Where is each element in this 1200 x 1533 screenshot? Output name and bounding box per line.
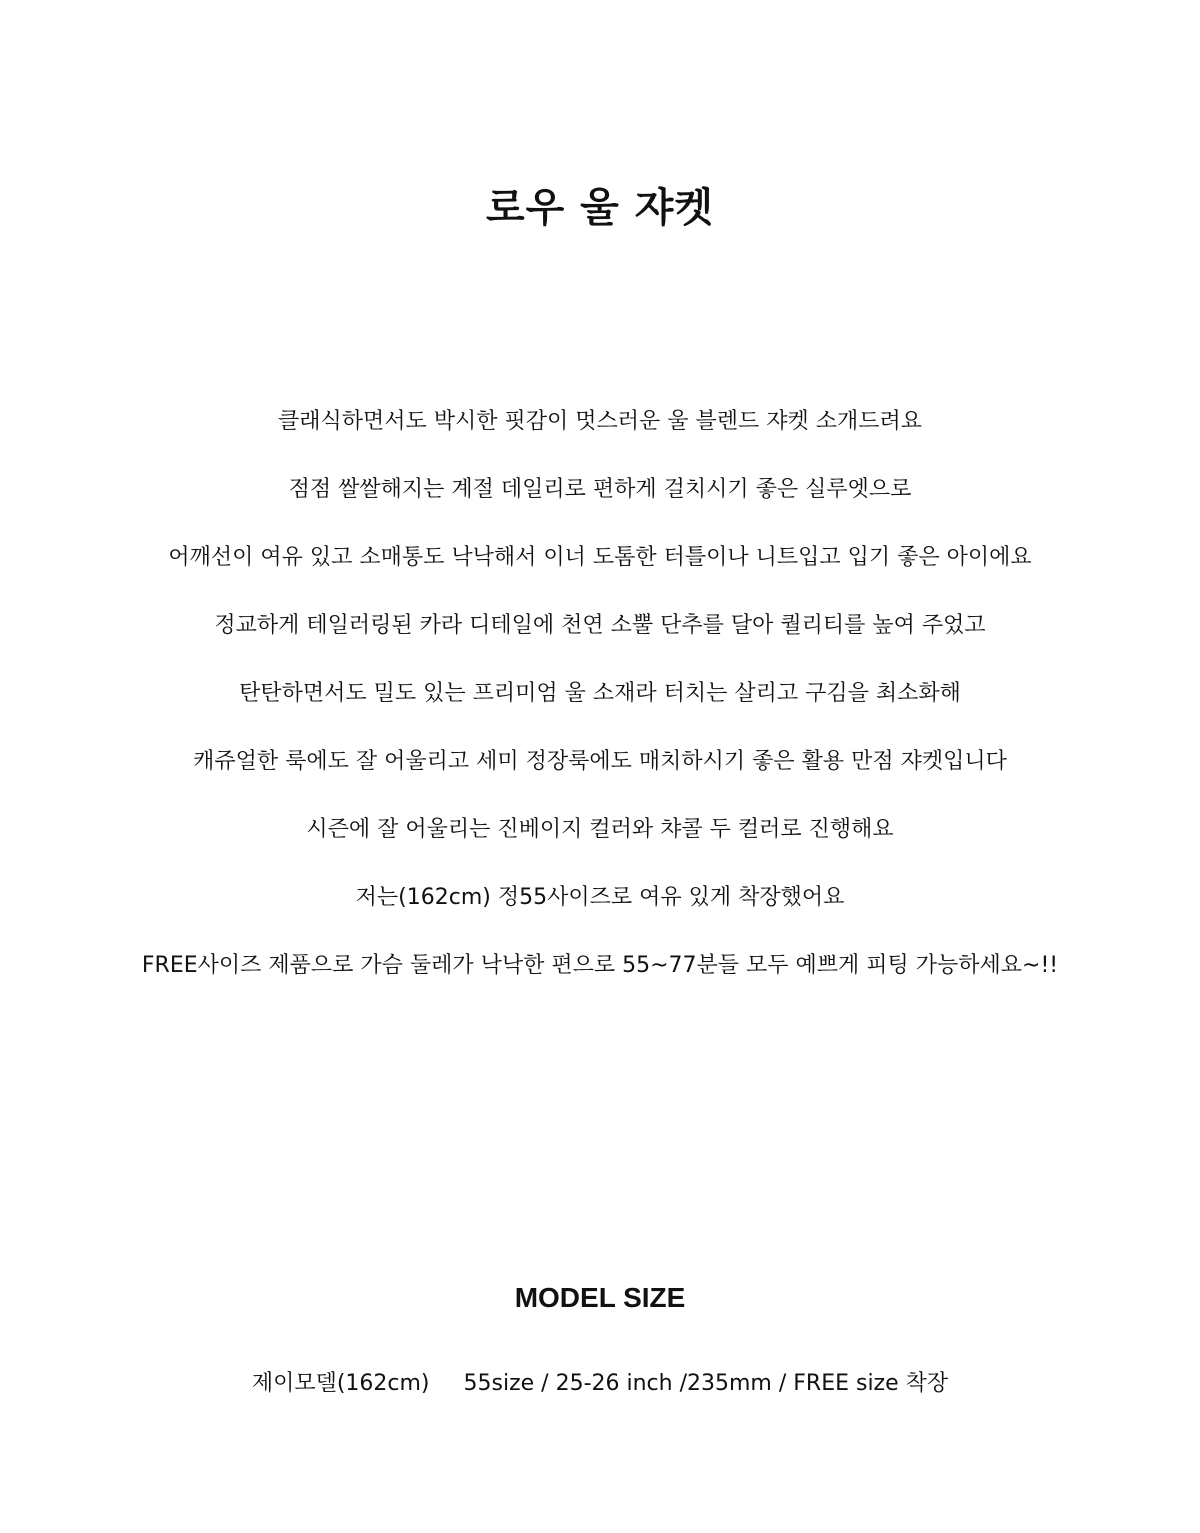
model-size-details: 55size / 25-26 inch /235mm / FREE size 착장 (463, 1371, 949, 1396)
description-line: 점점 쌀쌀해지는 계절 데일리로 편하게 걸치시기 좋은 실루엣으로 (288, 477, 912, 502)
description-line: 탄탄하면서도 밀도 있는 프리미엄 울 소재라 터치는 살리고 구김을 최소화해 (239, 681, 961, 706)
description-line: 시즌에 잘 어울리는 진베이지 컬러와 챠콜 두 컬러로 진행해요 (306, 817, 894, 842)
model-size-heading: MODEL SIZE (514, 1282, 686, 1313)
product-description-list (0, 402, 1200, 1014)
model-size-info (0, 1366, 1200, 1402)
description-line: 캐쥬얼한 룩에도 잘 어울리고 세미 정장룩에도 매치하시기 좋은 활용 만점 쟈켓입니다 (193, 749, 1007, 774)
model-name: 제이모델(162cm) (251, 1371, 430, 1396)
description-line: 정교하게 테일러링된 카라 디테일에 천연 소뿔 단추를 달아 퀄리티를 높여 주었고 (214, 613, 986, 638)
product-title: 로우 울 쟈켓 (485, 185, 715, 231)
description-line: 어깨선이 여유 있고 소매통도 낙낙해서 이너 도톰한 터틀이나 니트입고 입기 좋은 아이에요 (168, 545, 1032, 570)
description-line: FREE사이즈 제품으로 가슴 둘레가 낙낙한 편으로 55~77분들 모두 예쁘게 피팅 가능하세요~!! (141, 953, 1059, 978)
description-line: 저는(162cm) 정55사이즈로 여유 있게 착장했어요 (355, 885, 845, 910)
description-line: 클래식하면서도 박시한 핏감이 멋스러운 울 블렌드 쟈켓 소개드려요 (277, 409, 922, 434)
